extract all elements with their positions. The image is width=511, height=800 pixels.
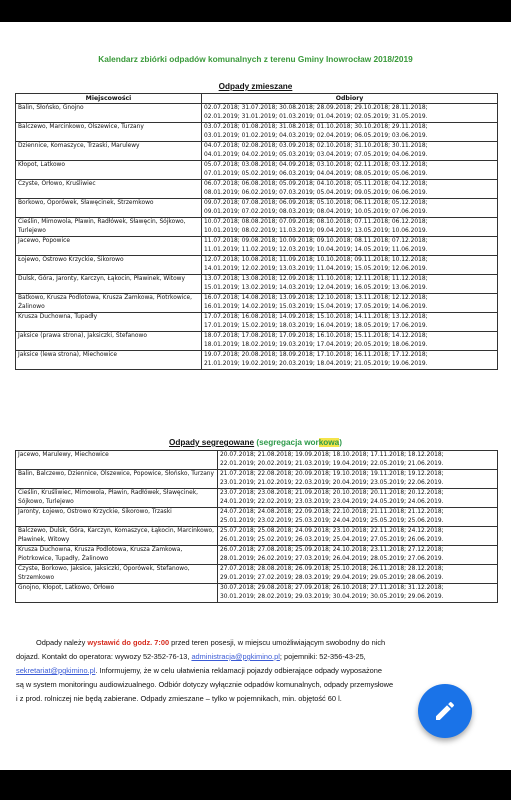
pickup-dates-line: 18.01.2019; 18.02.2019; 19.03.2019; 17.04.2019; 20.05.2019; 18.06.2019. [204,342,428,348]
locations-cell: Krusza Duchowna, Tupadły [16,313,202,332]
locations-cell: Czyste, Borkowo, Jaksice, Jaksiczki, Oporówek, Stefanowo, Strzemkowo [16,565,218,584]
pickup-dates-cell [202,313,498,332]
pickup-dates-cell [218,508,498,527]
locations-cell: Balin, Balczewo, Dziennice, Olszewice, Popowice, Słońsko, Turzany [16,470,218,489]
segregated-table-row [16,546,498,565]
segregated-table-row [16,584,498,603]
email-link-sekretariat[interactable]: sekretariat@pgkimino.pl [16,666,96,675]
mixed-table-row [16,218,498,237]
pickup-dates-cell [202,218,498,237]
pickup-dates-line: 08.01.2019; 06.02.2019; 07.03.2019; 05.04.2019; 09.05.2019; 06.06.2019. [204,190,428,196]
mixed-table-row [16,313,498,332]
locations-cell: Czyste, Orłowo, Kruśliwiec [16,180,202,199]
pickup-dates-line: 10.01.2019; 08.02.2019; 11.03.2019; 09.04.2019; 13.05.2019; 10.06.2019. [204,228,428,234]
pickup-dates-cell [202,332,498,351]
locations-cell: Balczewo, Marcinkowo, Olszewice, Turzany [16,123,202,142]
status-bar [0,0,511,22]
pickup-dates-line: 30.07.2018; 29.08.2018; 27.09.2018; 26.10.2018; 27.11.2018; 31.12.2018; [220,585,444,591]
pickup-dates-line: 13.07.2018; 13.08.2018; 12.09.2018; 11.10.2018; 12.11.2018; 11.12.2018; [204,276,428,282]
pickup-dates-line: 25.01.2019; 23.02.2019; 25.03.2019; 24.04.2019; 25.05.2019; 25.06.2019. [220,518,444,524]
pickup-dates-line: 14.01.2019; 12.02.2019; 13.03.2019; 11.04.2019; 15.05.2019; 12.06.2019. [204,266,428,272]
pickup-dates-cell [202,161,498,180]
pickup-dates-line: 09.01.2019; 07.02.2019; 08.03.2019; 08.04.2019; 10.05.2019; 07.06.2019. [204,209,428,215]
pickup-dates-line: 17.07.2018; 16.08.2018; 14.09.2018; 15.10.2018; 14.11.2018; 13.12.2018; [204,314,428,320]
segregated-table-row [16,470,498,489]
pickup-dates-line: 07.01.2019; 05.02.2019; 06.03.2019; 04.04.2019; 08.05.2019; 05.06.2019. [204,171,428,177]
segregated-table-row [16,565,498,584]
pencil-icon [433,699,457,723]
document-page [0,22,511,770]
mixed-table-row [16,199,498,218]
mixed-table-row [16,104,498,123]
locations-cell: Jacewo, Popowice [16,237,202,256]
pickup-dates-line: 19.07.2018; 20.08.2018; 18.09.2018; 17.10.2018; 16.11.2018; 17.12.2018; [204,352,428,358]
pickup-dates-line: 04.07.2018; 02.08.2018; 03.09.2018; 02.10.2018; 31.10.2018; 30.11.2018; [204,143,428,149]
pickup-dates-line: 21.07.2018; 22.08.2018; 20.09.2018; 19.10.2018; 19.11.2018; 19.12.2018; [220,471,444,477]
pickup-dates-cell [202,256,498,275]
locations-cell: Dziennice, Komaszyce, Trzaski, Marulewy [16,142,202,161]
pickup-dates-cell [218,451,498,470]
pickup-dates-cell [202,351,498,370]
mixed-table-row [16,275,498,294]
segregated-waste-table [15,450,498,603]
pickup-dates-cell [202,104,498,123]
mixed-table-row [16,256,498,275]
mixed-table-row [16,142,498,161]
pickup-dates-line: 06.07.2018; 06.08.2018; 05.09.2018; 04.10.2018; 05.11.2018; 04.12.2018; [204,181,428,187]
pickup-dates-line: 27.07.2018; 28.08.2018; 26.09.2018; 25.10.2018; 26.11.2018; 28.12.2018; [220,566,444,572]
pickup-dates-cell [202,237,498,256]
mixed-table-row [16,332,498,351]
pickup-dates-line: 20.07.2018; 21.08.2018; 19.09.2018; 18.10.2018; 17.11.2018; 18.12.2018; [220,452,444,458]
pickup-dates-cell [202,275,498,294]
segregated-table-row [16,451,498,470]
pickup-dates-line: 25.07.2018; 25.08.2018; 24.09.2018; 23.10.2018; 22.11.2018; 24.12.2018; [220,528,444,534]
mixed-table-row [16,161,498,180]
locations-cell: Jaronty, Łojewo, Ostrowo Krzyckie, Sikorowo, Trzaski [16,508,218,527]
pickup-dates-cell [218,489,498,508]
locations-cell: Balczewo, Dulsk, Góra, Karczyn, Komaszyce, Łąkocin, Marcinkowo, Pławinek, Witowy [16,527,218,546]
pickup-dates-cell [202,199,498,218]
locations-cell: Borkowo, Oporówek, Sławęcinek, Strzemkowo [16,199,202,218]
pickup-dates-line: 28.01.2019; 26.02.2019; 27.03.2019; 26.04.2019; 28.05.2019; 27.06.2019. [220,556,444,562]
pickup-dates-cell [202,180,498,199]
segregated-table-row [16,527,498,546]
locations-cell: Jaksice (prawa strona), Jaksiczki, Stefanowo [16,332,202,351]
pickup-dates-cell [202,123,498,142]
locations-cell: Krusza Duchowna, Krusza Podlotowa, Krusza Zamkowa, Piotrkowice, Tupadły, Żalinowo [16,546,218,565]
table-header-row [16,94,498,104]
mixed-table-row [16,180,498,199]
pickup-dates-line: 18.07.2018; 17.08.2018; 17.09.2018; 16.10.2018; 15.11.2018; 14.12.2018; [204,333,428,339]
segregated-table-row [16,489,498,508]
pickup-dates-line: 21.01.2019; 19.02.2019; 20.03.2019; 18.04.2019; 21.05.2019; 19.06.2019. [204,361,428,367]
pickup-dates-line: 16.01.2019; 14.02.2019; 15.03.2019; 15.04.2019; 17.05.2019; 14.06.2019. [204,304,428,310]
locations-cell: Jaksice (lewa strona), Miechowice [16,351,202,370]
locations-cell: Dulsk, Góra, Jaronty, Karczyn, Łąkocin, Pławinek, Witowy [16,275,202,294]
locations-cell: Jacewo, Marulewy, Miechowice [16,451,218,470]
pickup-dates-line: 12.07.2018; 10.08.2018; 11.09.2018; 10.10.2018; 09.11.2018; 10.12.2018; [204,257,428,263]
pickup-dates-cell [218,470,498,489]
segregated-section-title: Odpady segregowane (segregacja workowa) [169,438,342,447]
mixed-table-row [16,294,498,313]
pickup-dates-cell [202,142,498,161]
locations-cell: Kłopot, Latkowo [16,161,202,180]
pickup-dates-line: 11.07.2018; 09.08.2018; 10.09.2018; 09.10.2018; 08.11.2018; 07.12.2018; [204,238,428,244]
document-title: Kalendarz zbiórki odpadów komunalnych z terenu Gminy Inowrocław 2018/2019 [98,54,413,64]
pickup-dates-line: 22.01.2019; 20.02.2019; 21.03.2019; 19.04.2019; 22.05.2019; 21.06.2019. [220,461,444,467]
pickup-dates-line: 30.01.2019; 28.02.2019; 29.03.2019; 30.04.2019; 30.05.2019; 29.06.2019. [220,594,444,600]
pickup-dates-line: 04.01.2019; 04.02.2019; 05.03.2019; 03.04.2019; 07.05.2019; 04.06.2019. [204,152,428,158]
pickup-dates-line: 24.01.2019; 22.02.2019; 23.03.2019; 23.04.2019; 24.05.2019; 24.06.2019. [220,499,444,505]
navigation-bar [0,770,511,800]
pickup-dates-line: 29.01.2019; 27.02.2019; 28.03.2019; 29.04.2019; 29.05.2019; 28.06.2019. [220,575,444,581]
pickup-dates-line: 09.07.2018; 07.08.2018; 06.09.2018; 05.10.2018; 06.11.2018; 05.12.2018; [204,200,428,206]
segregated-table-row [16,508,498,527]
locations-cell: Cieślin, Kruśliwiec, Mimowola, Pławin, Radłówek, Sławęcinek, Sójkowo, Turlejewo [16,489,218,508]
pickup-dates-line: 03.01.2019; 01.02.2019; 04.03.2019; 02.04.2019; 06.05.2019; 03.06.2019. [204,133,428,139]
pickup-dates-cell [218,584,498,603]
edit-fab-button[interactable] [418,684,472,738]
col-header-locations: Miejscowości [16,94,202,104]
pickup-dates-line: 03.07.2018; 01.08.2018; 31.08.2018; 01.10.2018; 30.10.2018; 29.11.2018; [204,124,428,130]
col-header-pickups: Odbiory [202,94,498,104]
pickup-dates-cell [218,546,498,565]
pickup-dates-line: 17.01.2019; 15.02.2019; 18.03.2019; 16.04.2019; 18.05.2019; 17.06.2019. [204,323,428,329]
locations-cell: Łojewo, Ostrowo Krzyckie, Sikorowo [16,256,202,275]
pickup-dates-line: 23.07.2018; 23.08.2018; 21.09.2018; 20.10.2018; 20.11.2018; 20.12.2018; [220,490,444,496]
locations-cell: Gnojno, Kłopot, Latkowo, Orłowo [16,584,218,603]
mixed-waste-table [15,93,498,370]
pickup-dates-line: 11.01.2019; 11.02.2019; 12.03.2019; 10.04.2019; 14.05.2019; 11.06.2019. [204,247,428,253]
pickup-dates-line: 23.01.2019; 21.02.2019; 22.03.2019; 20.04.2019; 23.05.2019; 22.06.2019. [220,480,444,486]
pickup-dates-line: 10.07.2018; 08.08.2018; 07.09.2018; 08.10.2018; 07.11.2018; 06.12.2018; [204,219,428,225]
pickup-dates-line: 02.07.2018; 31.07.2018; 30.08.2018; 28.09.2018; 29.10.2018; 28.11.2018; [204,105,428,111]
mixed-table-row [16,237,498,256]
mixed-table-row [16,123,498,142]
mixed-section-title: Odpady zmieszane [218,82,293,91]
locations-cell: Balin, Słońsko, Gnojno [16,104,202,123]
pickup-dates-line: 16.07.2018; 14.08.2018; 13.09.2018; 12.10.2018; 13.11.2018; 12.12.2018; [204,295,428,301]
pickup-dates-cell [218,527,498,546]
pickup-dates-cell [202,294,498,313]
pickup-dates-line: 05.07.2018; 03.08.2018; 04.09.2018; 03.10.2018; 02.11.2018; 03.12.2018; [204,162,428,168]
pickup-dates-line: 24.07.2018; 24.08.2018; 22.09.2018; 22.10.2018; 21.11.2018; 21.12.2018; [220,509,444,515]
locations-cell: Cieślin, Mimowola, Pławin, Radłówek, Sławęcin, Sójkowo, Turlejewo [16,218,202,237]
pickup-dates-line: 02.01.2019; 31.01.2019; 01.03.2019; 01.04.2019; 02.05.2019; 31.05.2019. [204,114,428,120]
pickup-dates-cell [218,565,498,584]
pickup-dates-line: 26.01.2019; 25.02.2019; 26.03.2019; 25.04.2019; 27.05.2019; 26.06.2019. [220,537,444,543]
mixed-table-row [16,351,498,370]
email-link-administracja[interactable]: administracja@pgkimino.pl [191,652,280,661]
footer-notes: Odpady należy wystawić do godz. 7:00 przed teren posesji, w miejscu umożliwiającym swobodny do nich dojazd. Kontakt do operatora: wywozy 52-352-76-13, administracja@pgkimino.pl; pojemniki: 52-356-43-25, sekretariat@pgkimino.pl. Informujemy, że w celu ułatwienia reklamacji pojazdy odbierające odpady wyposażone są w system monitoringu audiowizualnego. Odbiór dotyczy wyłącznie odpadów komunalnych, odpady przemysłowe i z prod. rolniczej nie będą zabierane. Odpady zmieszane – tylko w pojemnikach, min. objętość 60 l. [16,638,394,703]
pickup-dates-line: 26.07.2018; 27.08.2018; 25.09.2018; 24.10.2018; 23.11.2018; 27.12.2018; [220,547,444,553]
locations-cell: Batkowo, Krusza Podlotowa, Krusza Zamkowa, Piotrkowice, Żalinowo [16,294,202,313]
pickup-dates-line: 15.01.2019; 13.02.2019; 14.03.2019; 12.04.2019; 16.05.2019; 13.06.2019. [204,285,428,291]
